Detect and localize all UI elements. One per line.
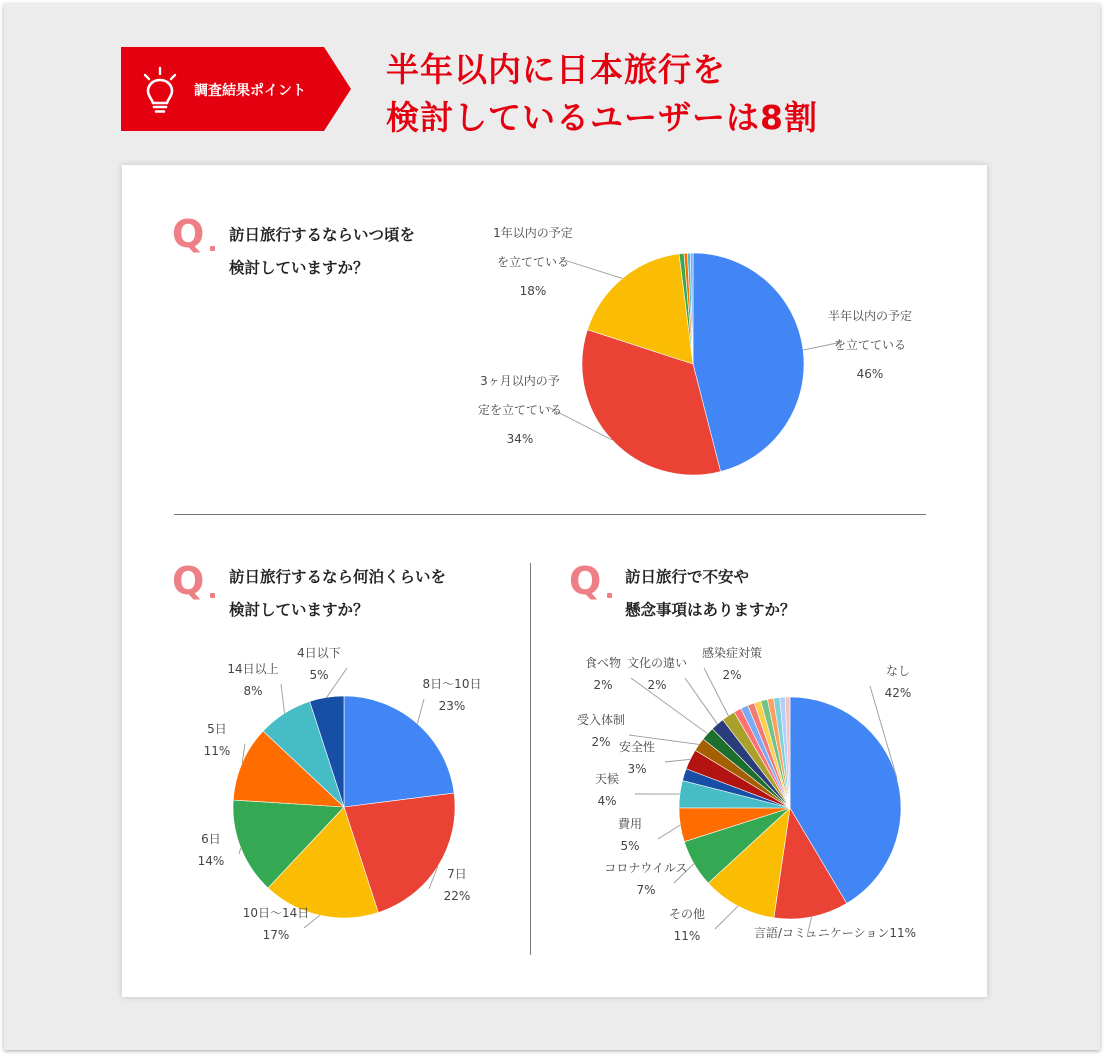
slice-percent: 42% [884, 686, 912, 700]
slice-percent: 5% [620, 839, 640, 853]
slice-label: 安全性 [618, 740, 656, 754]
slice-percent: 11% [203, 744, 231, 758]
question-mark-3: Q [569, 559, 602, 603]
slice-percent: 17% [262, 928, 290, 942]
slice-percent: 5% [309, 668, 329, 682]
slice-percent: 7% [636, 883, 656, 897]
slice-label: を立てている [833, 338, 907, 352]
leader-line [631, 678, 708, 734]
slice-label: 文化の違い [626, 656, 688, 670]
slice-label: 言語/コミュニケーション11% [754, 926, 916, 940]
slice-label: その他 [668, 907, 706, 921]
slice-label: コロナウイルス [604, 861, 688, 875]
tag-label: 調査結果ポイント [194, 83, 306, 99]
slice-label: 天候 [594, 772, 620, 786]
slice-label: 6日 [201, 832, 221, 846]
slice-percent: 14% [197, 854, 225, 868]
slice-percent: 34% [506, 432, 534, 446]
slice-label: 14日以上 [227, 662, 279, 676]
leader-line [658, 825, 680, 839]
slice-percent: 46% [856, 367, 884, 381]
slice-percent: 23% [438, 699, 466, 713]
question-3-line-2: 懸念事項はありますか？ [625, 601, 796, 619]
slice-label: 食べ物 [584, 656, 622, 670]
question-2-line-1: 訪日旅行するなら何泊くらいを [229, 568, 447, 586]
question-1-line-2: 検討していますか？ [229, 259, 369, 277]
slice-percent: 4% [597, 794, 617, 808]
question-2-line-2: 検討していますか？ [229, 601, 369, 619]
question-1-line-1: 訪日旅行するならいつ頃を [229, 226, 416, 244]
slice-percent: 2% [722, 668, 742, 682]
slice-label: 8日〜10日 [422, 677, 482, 691]
slice-label: 10日〜14日 [242, 906, 310, 920]
slice-percent: 22% [443, 889, 471, 903]
slice-label: 4日以下 [297, 646, 341, 660]
slice-label: を立てている [496, 255, 570, 269]
slice-label: 7日 [447, 867, 467, 881]
headline-line-2: 検討しているユーザーは8割 [386, 98, 818, 137]
slice-label: 受入体制 [576, 713, 626, 727]
slice-percent: 2% [591, 735, 611, 749]
leader-line [715, 906, 738, 929]
question-mark-1: Q [172, 212, 205, 256]
slice-percent: 18% [519, 284, 547, 298]
slice-label: 1年以内の予定 [493, 226, 573, 240]
leader-line [665, 759, 690, 762]
question-3-line-1: 訪日旅行で不安や [625, 568, 750, 586]
slice-label: 費用 [617, 817, 643, 831]
slice-percent: 8% [243, 684, 263, 698]
slice-label: 定を立てている [477, 403, 563, 417]
slice-label: 5日 [207, 722, 227, 736]
slice-percent: 2% [647, 678, 667, 692]
slice-label: 感染症対策 [701, 646, 763, 660]
question-mark-2: Q [172, 559, 205, 603]
slice-label: 3ヶ月以内の予 [480, 374, 560, 388]
headline-line-1: 半年以内に日本旅行を [386, 50, 726, 89]
slice-percent: 11% [673, 929, 701, 943]
slice-label: 半年以内の予定 [827, 309, 913, 323]
slice-percent: 3% [627, 762, 647, 776]
slice-label: なし [885, 664, 911, 678]
slice-percent: 2% [593, 678, 613, 692]
